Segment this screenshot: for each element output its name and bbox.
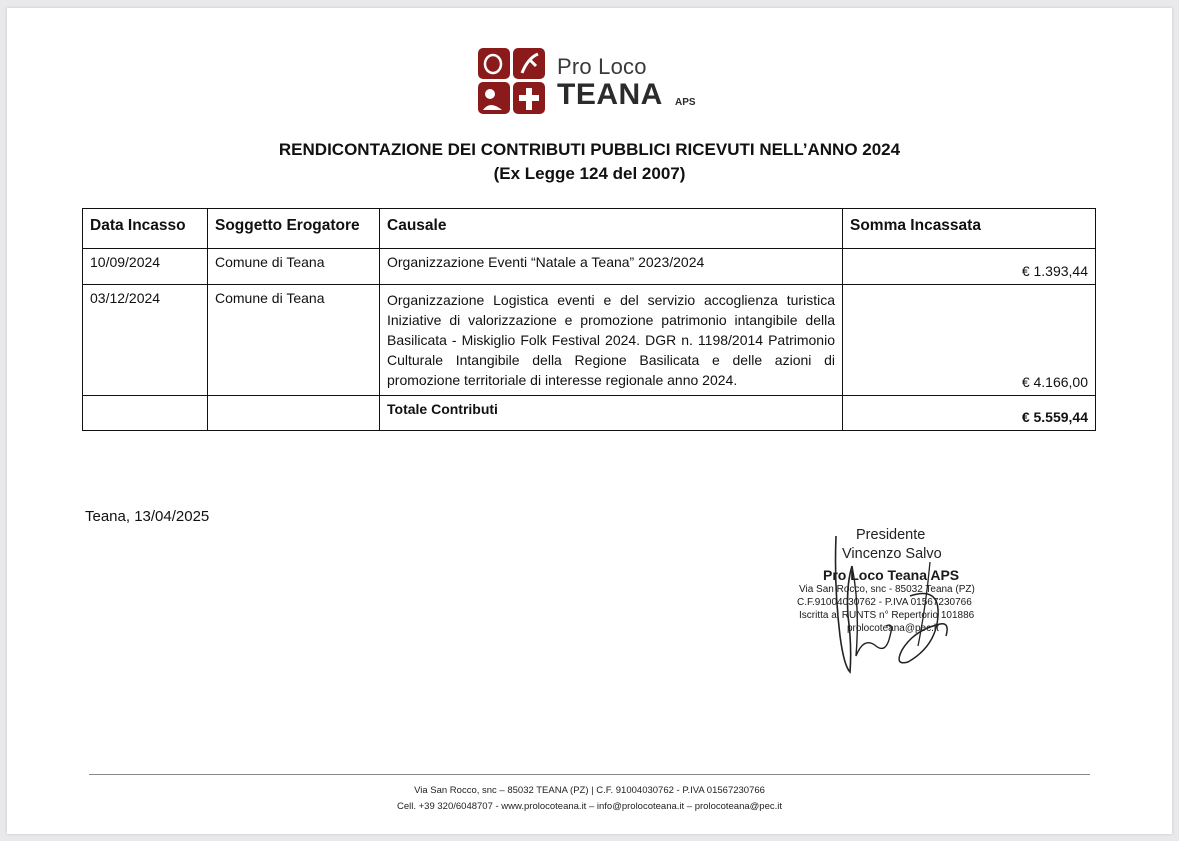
- stamp-line: prolocoteana@pec.it: [847, 623, 939, 634]
- stamp-line: Iscritta al RUNTS n° Repertorio 101886: [799, 610, 975, 621]
- logo-text-aps: APS: [675, 97, 696, 108]
- footer-contacts: Cell. +39 320/6048707 - www.prolocoteana.it – info@prolocoteana.it – prolocoteana@pec.it: [396, 801, 783, 812]
- signer-role: Presidente: [856, 527, 926, 543]
- cell-reason: Organizzazione Logistica eventi e del servizio accoglienza turistica Iniziative di valorizzazione e promozione patrimonio intangibile della Basilicata - Miskiglio Folk Festival 2024. DGR n. 1198/2014 Patrimonio Culturale Intangibile della Regione Basilicata e delle azioni di promozione territoriale di interesse regionale anno 2024.: [380, 285, 843, 396]
- table-row: [83, 285, 1096, 396]
- handwritten-signature-icon: [790, 526, 1010, 676]
- total-amount: € 5.559,44: [843, 396, 1096, 431]
- place-and-date: Teana, 13/04/2025: [85, 508, 210, 525]
- cell-date: 03/12/2024: [83, 285, 208, 396]
- table-row: [83, 249, 1096, 285]
- table-total-row: [83, 396, 1096, 431]
- cell-empty: [83, 396, 208, 431]
- cell-payer: Comune di Teana: [208, 249, 380, 285]
- cell-empty: [208, 396, 380, 431]
- pro-loco-logo: [478, 48, 708, 116]
- document-subtitle: (Ex Legge 124 del 2007): [493, 164, 686, 183]
- cell-reason: Organizzazione Eventi “Natale a Teana” 2023/2024: [380, 249, 843, 285]
- footer-divider: [89, 774, 1090, 775]
- stamp-line: Via San Rocco, snc - 85032 Teana (PZ): [799, 584, 975, 595]
- cell-amount: € 4.166,00: [843, 285, 1096, 396]
- signature-block: [790, 526, 1010, 676]
- document-title: RENDICONTAZIONE DEI CONTRIBUTI PUBBLICI RICEVUTI NELL’ANNO 2024: [278, 140, 901, 159]
- table-header-row: [83, 209, 1096, 249]
- stamp-line: C.F.91004030762 - P.IVA 01567230766: [797, 597, 972, 608]
- signer-name: Vincenzo Salvo: [842, 546, 942, 562]
- column-header-payer: Soggetto Erogatore: [208, 209, 380, 249]
- logo-emblem-icon: [478, 48, 546, 114]
- stamp-line: Pro Loco Teana APS: [823, 567, 960, 583]
- cell-payer: Comune di Teana: [208, 285, 380, 396]
- cell-amount: € 1.393,44: [843, 249, 1096, 285]
- column-header-amount: Somma Incassata: [843, 209, 1096, 249]
- contributions-table: [82, 208, 1096, 431]
- logo-text-pro-loco: Pro Loco: [557, 54, 647, 79]
- total-label: Totale Contributi: [380, 396, 843, 431]
- column-header-date: Data Incasso: [83, 209, 208, 249]
- cell-date: 10/09/2024: [83, 249, 208, 285]
- column-header-reason: Causale: [380, 209, 843, 249]
- footer-address: Via San Rocco, snc – 85032 TEANA (PZ) | C.F. 91004030762 - P.IVA 01567230766: [414, 785, 765, 796]
- logo-text-teana: TEANA: [557, 78, 663, 111]
